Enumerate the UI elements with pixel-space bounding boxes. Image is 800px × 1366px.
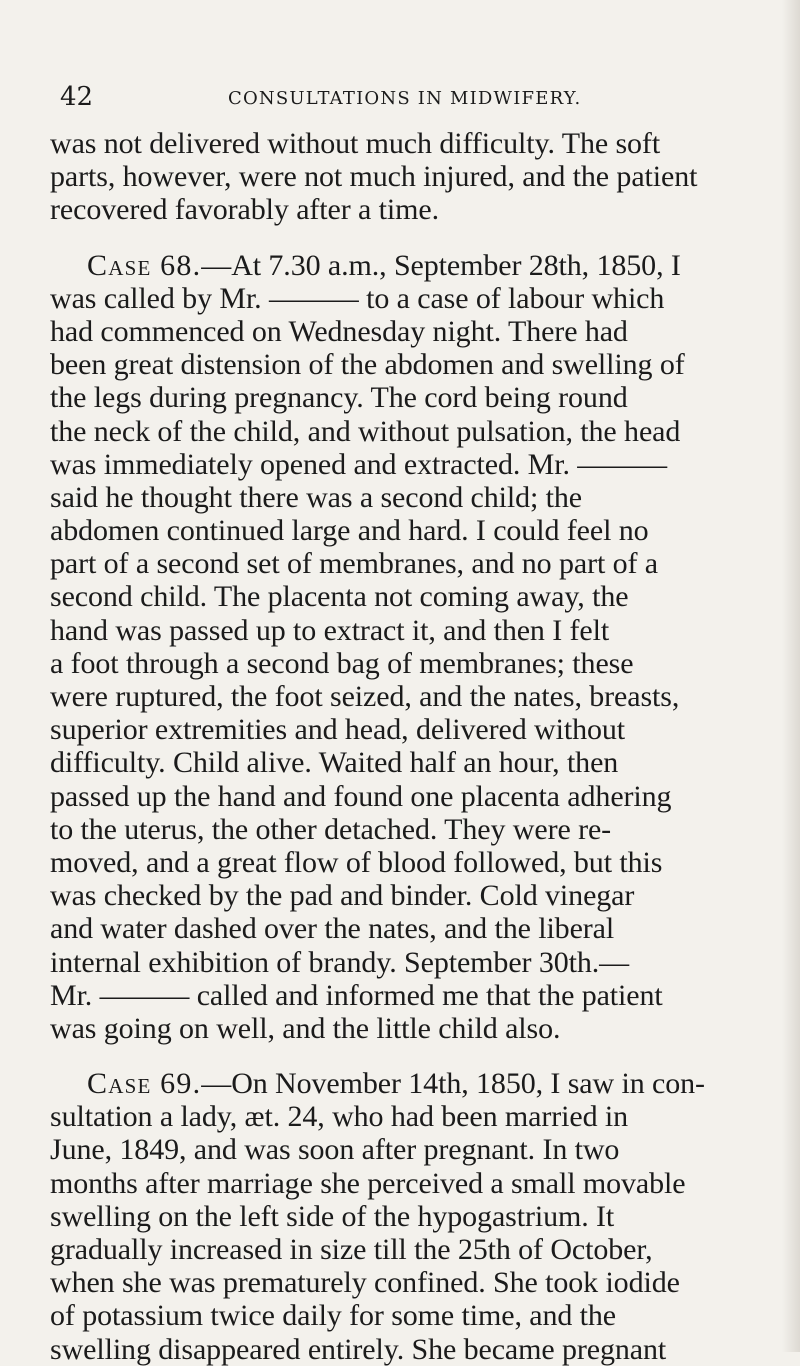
text-line: moved, and a great flow of blood followed, but this	[50, 845, 663, 879]
text-line: been great distension of the abdomen and swelling of	[50, 348, 685, 382]
text-line: second child. The placenta not coming away, the	[50, 580, 629, 614]
paragraph-case-69	[50, 1067, 730, 1366]
text-line	[50, 1067, 730, 1100]
text-line: and water dashed over the nates, and the liberal	[50, 912, 615, 946]
text-line-rest: —On November 14th, 1850, I saw in con-	[201, 1067, 705, 1101]
text-line: was immediately opened and extracted. Mr. ———	[50, 447, 667, 481]
text-line: parts, however, were not much injured, and the patient	[50, 160, 698, 194]
page-edge-shadow	[782, 0, 800, 1352]
text-line: superior extremities and head, delivered without	[50, 713, 626, 747]
body-text	[50, 127, 730, 1366]
case-label: Case 68.	[87, 248, 202, 282]
text-line: was going on well, and the little child also.	[50, 1011, 561, 1045]
text-line: of potassium twice daily for some time, and the	[50, 1299, 617, 1333]
text-line: Mr. ——— called and informed me that the patient	[50, 978, 663, 1012]
text-line: said he thought there was a second child; the	[50, 480, 583, 514]
text-line: hand was passed up to extract it, and then I felt	[50, 613, 610, 647]
text-line	[50, 249, 730, 282]
text-line: swelling on the left side of the hypogastrium. It	[50, 1199, 615, 1233]
paragraph-case-68	[50, 249, 730, 1046]
text-line: difficulty. Child alive. Waited half an hour, then	[50, 746, 619, 780]
text-line: when she was prematurely confined. She took iodide	[50, 1266, 680, 1300]
text-line: swelling disappeared entirely. She became pregnant	[50, 1332, 667, 1366]
text-line: internal exhibition of brandy. September 30th.—	[50, 945, 630, 979]
text-line: the legs during pregnancy. The cord being round	[50, 381, 628, 415]
text-line: to the uterus, the other detached. They were re-	[50, 812, 612, 846]
text-line: sultation a lady, æt. 24, who had been married in	[50, 1100, 629, 1134]
text-line: had commenced on Wednesday night. There had	[50, 314, 628, 348]
paragraph-continuation	[50, 127, 730, 227]
text-line: was checked by the pad and binder. Cold vinegar	[50, 879, 635, 913]
text-line: was not delivered without much difficulty. The soft	[50, 127, 661, 160]
text-line-rest: —At 7.30 a.m., September 28th, 1850, I	[201, 248, 681, 282]
page-header	[60, 80, 720, 120]
text-line: part of a second set of membranes, and no part of a	[50, 547, 659, 581]
text-line: gradually increased in size till the 25th of October,	[50, 1233, 653, 1266]
text-line: a foot through a second bag of membranes; these	[50, 646, 634, 680]
text-line: were ruptured, the foot seized, and the nates, breasts,	[50, 680, 680, 713]
text-line: passed up the hand and found one placenta adhering	[50, 779, 672, 813]
text-line: June, 1849, and was soon after pregnant. In two	[50, 1133, 620, 1167]
text-line: the neck of the child, and without pulsation, the head	[50, 414, 681, 448]
text-line: months after marriage she perceived a small movable	[50, 1166, 686, 1200]
text-line: was called by Mr. ——— to a case of labour which	[50, 281, 665, 315]
page-number: 42	[60, 82, 94, 112]
running-head: CONSULTATIONS IN MIDWIFERY.	[228, 88, 582, 109]
text-line: abdomen continued large and hard. I could feel no	[50, 514, 649, 548]
case-label: Case 69.	[87, 1067, 202, 1101]
text-line: recovered favorably after a time.	[50, 193, 439, 227]
